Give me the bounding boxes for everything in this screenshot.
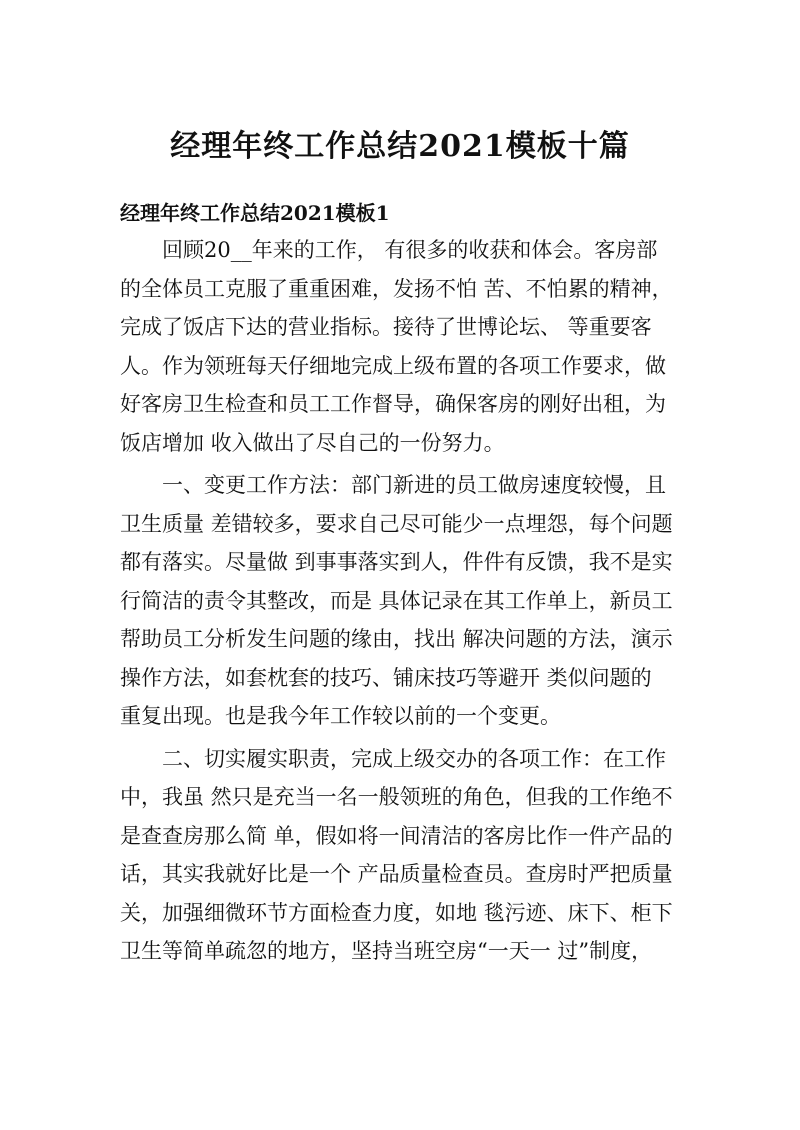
- paragraph-3-line-4: 话，其实我就好比是一个 产品质量检查员。查房时严把质量: [120, 862, 673, 886]
- paragraph-2-line-7: 重复出现。也是我今年工作较以前的一个变更。: [120, 704, 561, 728]
- paragraph-2-line-5: 帮助员工分析发生问题的缘由，找出 解决问题的方法，演示: [120, 627, 673, 651]
- paragraph-3-line-1: 二、切实履实职责，完成上级交办的各项工作：在工作: [162, 746, 666, 771]
- paragraph-2-line-3: 都有落实。尽量做 到事事落实到人，件件有反馈，我不是实: [120, 550, 673, 574]
- paragraph-2-line-1: 一、变更工作方法：部门新进的员工做房速度较慢，且: [162, 473, 666, 497]
- paragraph-1-line-2: 的全体员工克服了重重困难，发扬不怕 苦、不怕累的精神，: [120, 276, 673, 301]
- paragraph-1-line-6: 饭店增加 收入做出了尽自己的一份努力。: [120, 430, 505, 455]
- paragraph-1-line-1: 回顾20__年来的工作， 有很多的收获和体会。客房部: [162, 238, 658, 262]
- paragraph-2-line-6: 操作方法，如套枕套的技巧、铺床技巧等避开 类似问题的: [120, 665, 652, 690]
- section-heading: 经理年终工作总结2021模板1: [120, 201, 390, 225]
- document-title: 经理年终工作总结2021模板十篇: [170, 129, 630, 164]
- paragraph-2-line-2: 卫生质量 差错较多，要求自己尽可能少一点埋怨，每个问题: [120, 511, 673, 536]
- paragraph-1-line-4: 人。作为领班每天仔细地完成上级布置的各项工作要求，做: [120, 353, 666, 378]
- paragraph-1-line-5: 好客房卫生检查和员工工作督导，确保客房的刚好出租，为: [120, 392, 666, 416]
- paragraph-3-line-3: 是查查房那么简 单，假如将一间清洁的客房比作一件产品的: [120, 823, 673, 848]
- paragraph-3-line-6: 卫生等简单疏忽的地方，坚持当班空房“一天一 过”制度，: [120, 939, 653, 963]
- paragraph-2-line-4: 行简洁的责令其整改，而是 具体记录在其工作单上，新员工: [120, 588, 673, 613]
- paragraph-3-line-2: 中，我虽 然只是充当一名一般领班的角色，但我的工作绝不: [120, 785, 673, 809]
- paragraph-1-line-3: 完成了饭店下达的营业指标。接待了世博论坛、 等重要客: [120, 315, 652, 339]
- document-body: [120, 231, 690, 971]
- paragraph-3-line-5: 关，加强细微环节方面检查力度，如地 毯污迹、床下、柜下: [120, 900, 673, 925]
